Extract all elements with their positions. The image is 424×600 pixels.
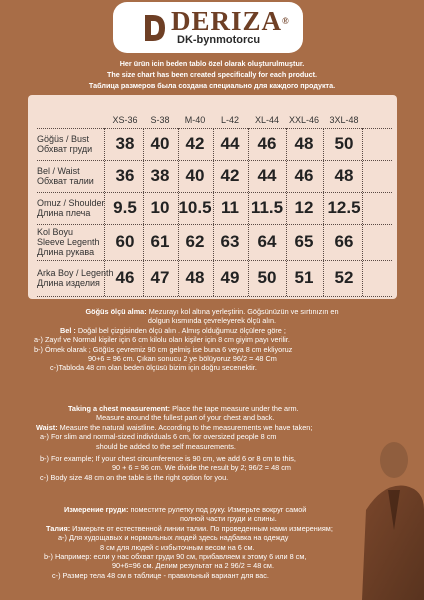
size-value: 48 [294, 134, 314, 153]
notes-ru-b2: 90+6=96 см. Делим результат на 2 96/2 = 48 см. [112, 561, 274, 571]
size-value: 50 [257, 268, 277, 287]
notes-ru-waist: Измерьте от естественной линии талии. По проведенным нами измерениям; [70, 523, 333, 533]
notes-tr-bel-bold: Bel : [60, 325, 76, 335]
size-value: 38 [150, 166, 170, 185]
row-divider [37, 260, 392, 261]
notes-tr-head2: dolgun kısmında çevreleyerek ölçü alın. [147, 316, 277, 326]
intro-line-en: The size chart has been created specifically for each product. [106, 70, 318, 79]
row-label-line: Arka Boy / Legenth [37, 268, 114, 278]
row-label-line: Göğüs / Bust [37, 134, 90, 144]
row-label-line: Длина рукава [37, 247, 95, 257]
notes-tr-c: c-)Tabloda 48 cm olan beden ölçüsü bizim için doğru secenektir. [50, 363, 257, 373]
size-value: 61 [150, 232, 170, 251]
size-header: M-40 [184, 115, 206, 125]
notes-en-a: a-) For slim and normal-sized individuals 6 cm, for oversized people 8 cm [40, 432, 277, 442]
notes-ru-waist-bold: Талия: [46, 523, 71, 533]
size-value: 46 [257, 134, 277, 153]
intro-line-tr: Her ürün icin beden tablo özel olarak oluşturulmuştur. [119, 59, 305, 68]
size-value: 46 [294, 166, 314, 185]
size-header: XXL-46 [288, 115, 320, 125]
size-value: 38 [115, 134, 135, 153]
notes-en-head-bold: Taking a chest measurement: [68, 404, 171, 413]
notes-en-waist: Measure the natural waistline. According to the measurements we have taken; [57, 422, 313, 432]
size-header: XL-44 [254, 115, 280, 125]
notes-ru-b: b-) Например: если у нас обхват груди 90 см, прибавляем к этому 6 или 8 см, [44, 552, 307, 562]
size-value: 11.5 [250, 198, 284, 217]
size-value: 42 [220, 166, 240, 185]
size-header: S-38 [150, 115, 170, 125]
row-divider [37, 160, 392, 161]
notes-tr-bel: Doğal bel çizgisinden ölçü alın . Almış olduğumuz ölçülere göre ; [75, 325, 286, 335]
row-label-line: Обхват груди [37, 144, 93, 154]
notes-ru-a: а-) Для худощавых и нормальных людей здесь надбавка на одежду [58, 533, 289, 543]
size-value: 10.5 [178, 198, 212, 217]
brand-name: DERIZA® [171, 6, 290, 36]
notes-en-c: c-) Body size 48 cm on the table is the right option for you. [40, 472, 229, 482]
size-value: 40 [185, 166, 205, 185]
notes-ru-head-bold: Измерение груди: [64, 505, 129, 514]
size-value: 42 [185, 134, 205, 153]
notes-tr [0, 307, 424, 373]
row-label [37, 166, 94, 186]
size-value: 48 [185, 268, 205, 287]
size-value: 52 [334, 268, 354, 287]
row-label-line: Omuz / Shoulder [37, 198, 105, 208]
size-value: 12 [294, 198, 314, 217]
row-divider [37, 296, 392, 297]
row-label-line: Обхват талии [37, 176, 94, 186]
notes-tr-b2: 90+6 = 96 cm. Çıkan sonucu 2 ye bölüyoruz 96/2 = 48 Cm [88, 354, 277, 364]
row-divider [37, 192, 392, 193]
notes-ru-c: c-) Размер тела 48 см в таблице - правильный вариант для вас. [52, 570, 269, 580]
row-label-line: Sleeve Legenth [37, 237, 100, 247]
notes-en-head: Place the tape measure under the arm. [170, 404, 299, 413]
notes-ru-head: поместите рулетку под руку. Измерьте вокруг самой [128, 505, 307, 514]
size-header: L-42 [220, 115, 239, 125]
size-value: 66 [334, 232, 354, 251]
size-value: 9.5 [113, 198, 137, 217]
brand-subtitle: DK-bynmotorcu [177, 34, 261, 46]
row-label-line: Kol Boyu [37, 227, 74, 237]
row-label-line: Длина плеча [37, 208, 91, 218]
notes-ru-a2: 8 см для людей с избыточным весом на 6 см. [100, 542, 255, 552]
notes-en-b2: 90 + 6 = 96 cm. We divide the result by 2; 96/2 = 48 cm [112, 463, 291, 473]
row-label [37, 268, 114, 288]
brand-mark-icon [143, 13, 167, 43]
notes-ru-head2: полной части груди и спины. [180, 514, 277, 524]
model-photo [344, 420, 424, 600]
size-value: 50 [334, 134, 354, 153]
row-divider [37, 224, 392, 225]
row-label [37, 134, 92, 154]
row-label [37, 198, 105, 218]
notes-en-b: b-) For example; If your chest circumference is 90 cm, we add 6 or 8 cm to this, [40, 454, 296, 464]
size-value: 46 [115, 268, 135, 287]
size-header: XS-36 [112, 115, 138, 125]
row-label [37, 227, 100, 257]
notes-tr-a: a-) Zayıf ve Normal kişiler için 6 cm kilolu olan kişiler için 8 cm giyim payı verilir. [34, 335, 290, 345]
column-divider [362, 128, 363, 296]
size-value: 10 [150, 198, 170, 217]
size-value: 60 [115, 232, 135, 251]
notes-tr-head: Mezurayı kol altına yerleştirin. Göğsünüzün ve sırtınızın en [146, 307, 339, 316]
size-value: 40 [150, 134, 170, 153]
size-value: 62 [185, 232, 205, 251]
brand-logo [113, 2, 303, 53]
size-value: 12.5 [327, 198, 361, 217]
size-value: 44 [257, 166, 277, 185]
row-label-line: Bel / Waist [37, 166, 80, 176]
size-header: 3XL-48 [329, 115, 359, 125]
intro-line-ru: Таблица размеров была создана специально для каждого продукта. [88, 81, 336, 90]
size-value: 51 [294, 268, 314, 287]
size-value: 49 [220, 268, 240, 287]
intro-text [0, 58, 424, 91]
row-label-line: Длина изделия [37, 278, 100, 288]
notes-tr-b: b-) Örnek olarak ; Göğüs çevremiz 90 cm gelmiş ise buna 6 veya 8 cm ekliyoruz [34, 344, 293, 354]
notes-en-head2: Measure around the fullest part of your chest and back. [96, 413, 275, 423]
notes-tr-head-bold: Göğüs ölçü alma: [85, 307, 147, 316]
notes-en-waist-bold: Waist: [36, 422, 58, 432]
size-value: 11 [221, 198, 239, 217]
size-value: 65 [294, 232, 314, 251]
notes-en-a2: should be added to the self measurements. [96, 441, 236, 451]
size-value: 47 [150, 268, 170, 287]
size-value: 63 [220, 232, 240, 251]
size-value: 64 [257, 232, 277, 251]
column-divider [323, 128, 324, 296]
size-value: 44 [220, 134, 240, 153]
size-value: 48 [334, 166, 354, 185]
size-value: 36 [115, 166, 135, 185]
row-divider [37, 128, 392, 129]
